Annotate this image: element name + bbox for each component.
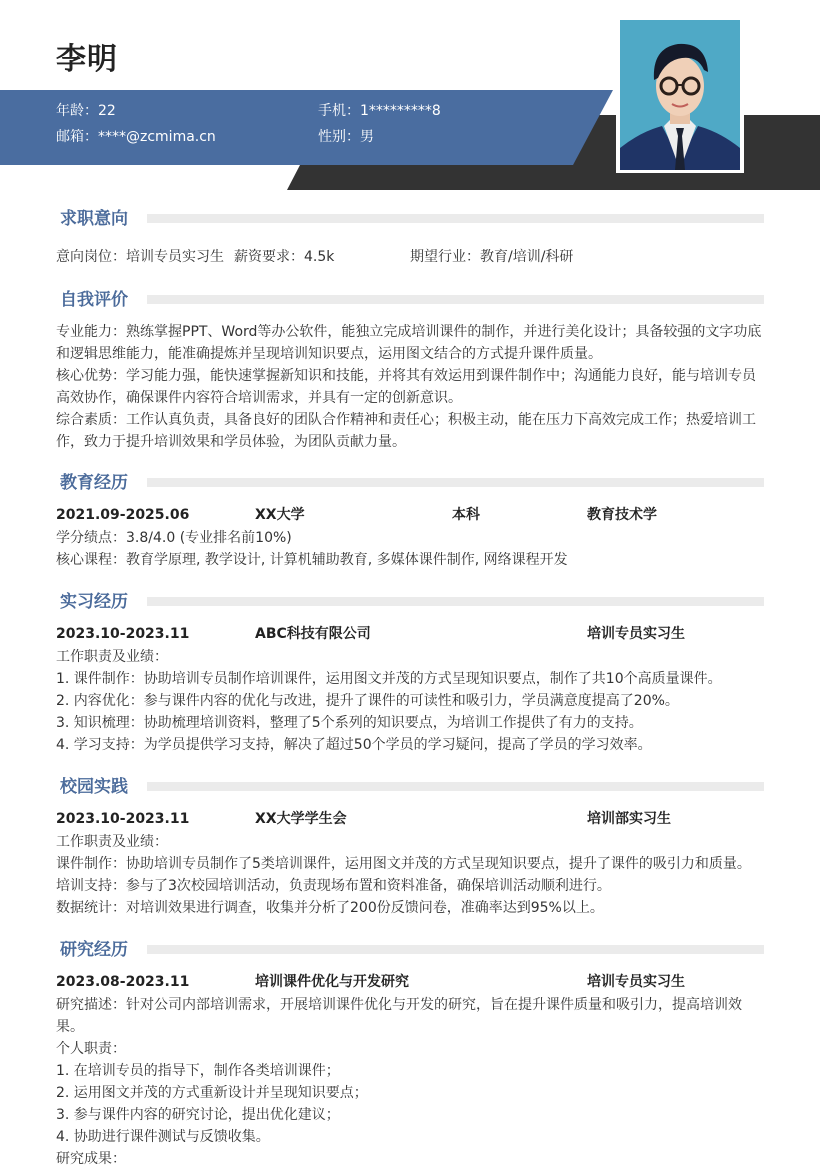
section-divider-bar: [147, 214, 764, 223]
campus-detail-line: 工作职责及业绩：: [56, 834, 168, 850]
company-name: ABC科技有限公司: [255, 626, 371, 642]
gender-info: 性别：男: [318, 129, 374, 145]
phone-info: 手机：1*********8: [318, 103, 441, 119]
campus-detail-line: 课件制作：协助培训专员制作了5类培训课件，运用图文并茂的方式呈现知识要点，提升了课件的吸引力和质量。: [56, 856, 751, 872]
section-campus-practice: [56, 775, 764, 919]
intended-position: 意向岗位：培训专员实习生: [56, 249, 224, 265]
section-divider-bar: [147, 782, 764, 791]
self-eval-line: 作，致力于提升培训效果和学员体验，为团队贡献力量。: [56, 434, 406, 450]
campus-detail-line: 数据统计：对培训效果进行调查，收集并分析了200份反馈问卷，准确率达到95%以上。: [56, 900, 604, 916]
research-detail-line: 果。: [56, 1019, 84, 1035]
education-detail-line: 核心课程：教育学原理, 教学设计, 计算机辅助教育, 多媒体课件制作, 网络课程开发: [56, 552, 568, 568]
campus-header-row: [56, 808, 764, 830]
section-title: 求职意向: [60, 209, 128, 229]
research-detail-line: 2. 运用图文并茂的方式重新设计并呈现知识要点；: [56, 1085, 368, 1101]
internship-detail-line: 4. 学习支持：为学员提供学习支持，解决了超过50个学员的学习疑问，提高了学员的学习效率。: [56, 737, 652, 753]
campus-detail-line: 培训支持：参与了3次校园培训活动，负责现场布置和资料准备，确保培训活动顺利进行。: [56, 878, 611, 894]
profile-photo-frame: [616, 17, 744, 173]
self-eval-line: 综合素质：工作认真负责，具备良好的团队合作精神和责任心；积极主动，能在压力下高效完成工作；热爱培训工: [56, 412, 756, 428]
education-detail-line: 学分绩点：3.8/4.0 (专业排名前10%): [56, 530, 292, 546]
internship-detail-line: 工作职责及业绩：: [56, 649, 168, 665]
internship-role: 培训专员实习生: [587, 626, 685, 642]
campus-date: 2023.10-2023.11: [56, 811, 190, 827]
research-detail-line: 个人职责：: [56, 1041, 126, 1057]
section-research: [56, 938, 764, 1170]
self-eval-line: 高效协作，确保课件内容符合培训需求，并具有一定的创新意识。: [56, 390, 462, 406]
section-title: 实习经历: [60, 592, 128, 612]
email-info: 邮箱：****@zcmima.cn: [56, 129, 216, 145]
section-divider-bar: [147, 597, 764, 606]
age-info: 年龄：22: [56, 103, 116, 119]
section-education: [56, 471, 764, 571]
section-internship: [56, 590, 764, 756]
research-detail-line: 3. 参与课件内容的研究讨论，提出优化建议；: [56, 1107, 340, 1123]
salary-expectation: 薪资要求：4.5k: [234, 249, 335, 265]
campus-role: 培训部实习生: [587, 811, 671, 827]
research-detail-line: 1. 在培训专员的指导下，制作各类培训课件；: [56, 1063, 340, 1079]
section-divider-bar: [147, 295, 764, 304]
candidate-name: 李明: [56, 42, 118, 77]
profile-photo: [620, 20, 740, 170]
research-role: 培训专员实习生: [587, 974, 685, 990]
internship-detail-line: 2. 内容优化：参与课件内容的优化与改进，提升了课件的可读性和吸引力，学员满意度提高了20%。: [56, 693, 679, 709]
person-portrait-icon: [620, 20, 740, 170]
section-title: 自我评价: [60, 290, 128, 310]
education-header-row: [56, 504, 764, 526]
internship-date: 2023.10-2023.11: [56, 626, 190, 642]
research-detail-line: 4. 协助进行课件测试与反馈收集。: [56, 1129, 270, 1145]
research-date: 2023.08-2023.11: [56, 974, 190, 990]
education-date: 2021.09-2025.06: [56, 507, 190, 523]
major: 教育技术学: [587, 507, 657, 523]
section-divider-bar: [147, 478, 764, 487]
internship-detail-line: 1. 课件制作：协助培训专员制作培训课件，运用图文并茂的方式呈现知识要点，制作了共10个高质量课件。: [56, 671, 722, 687]
self-eval-line: 和逻辑思维能力，能准确提炼并呈现培训知识要点，运用图文结合的方式提升课件质量。: [56, 346, 602, 362]
internship-header-row: [56, 623, 764, 645]
school-name: XX大学: [255, 507, 305, 523]
organization-name: XX大学学生会: [255, 811, 347, 827]
project-name: 培训课件优化与开发研究: [255, 974, 409, 990]
research-detail-line: 研究描述：针对公司内部培训需求，开展培训课件优化与开发的研究，旨在提升课件质量和吸引力，提高培训效: [56, 997, 742, 1013]
internship-detail-line: 3. 知识梳理：协助梳理培训资料，整理了5个系列的知识要点，为培训工作提供了有力的支持。: [56, 715, 643, 731]
research-detail-line: 研究成果：: [56, 1151, 126, 1167]
section-job-intent: [56, 207, 764, 268]
research-header-row: [56, 971, 764, 993]
self-eval-line: 核心优势：学习能力强，能快速掌握新知识和技能，并将其有效运用到课件制作中；沟通能力良好，能与培训专员: [56, 368, 756, 384]
section-self-evaluation: [56, 288, 764, 453]
expected-industry: 期望行业：教育/培训/科研: [410, 249, 574, 265]
self-eval-line: 专业能力：熟练掌握PPT、Word等办公软件，能独立完成培训课件的制作，并进行美化设计；具备较强的文字功底: [56, 324, 762, 340]
section-divider-bar: [147, 945, 764, 954]
section-title: 研究经历: [60, 940, 128, 960]
section-title: 教育经历: [60, 473, 128, 493]
degree: 本科: [452, 507, 480, 523]
section-title: 校园实践: [60, 777, 128, 797]
